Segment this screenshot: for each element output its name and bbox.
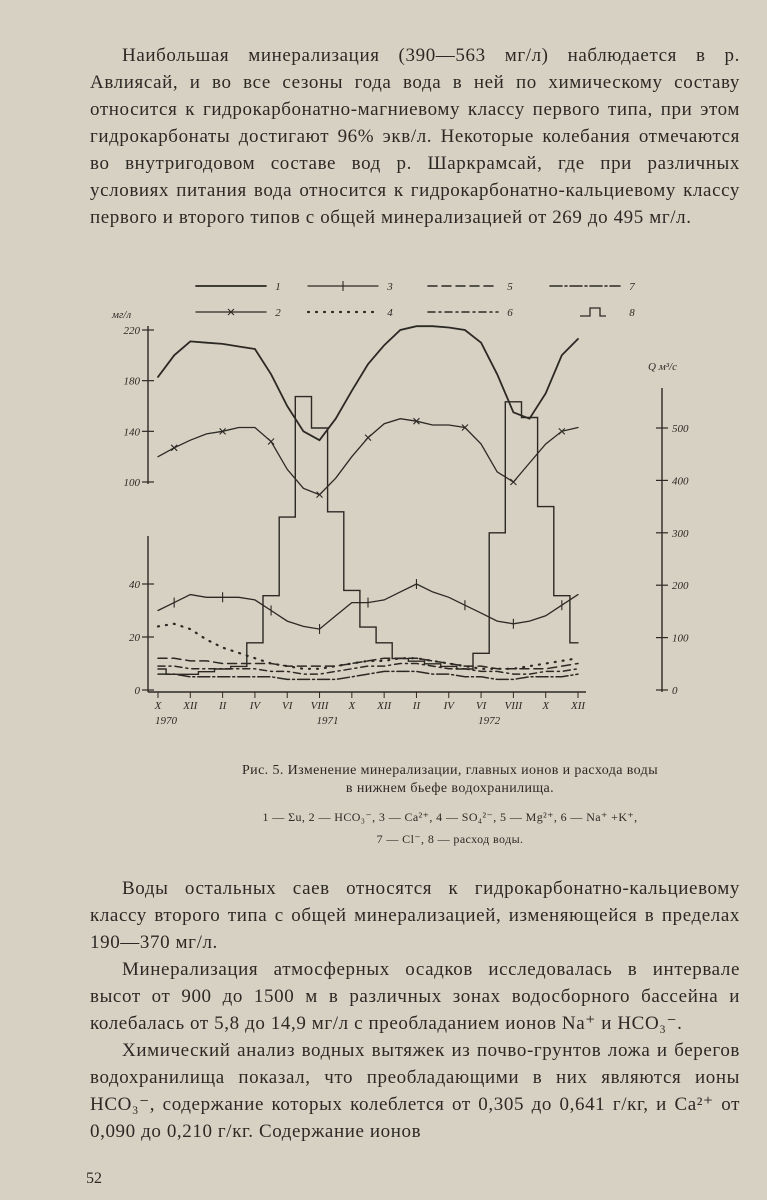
chart-svg [110, 268, 730, 738]
y-left-tick-label: 20 [129, 632, 140, 644]
x-tick-label: XII [183, 700, 198, 712]
figure-chart [110, 268, 730, 738]
y-left-unit-label: мг/л [112, 309, 132, 321]
figure-caption [150, 762, 750, 850]
y-left-tick-label: 100 [123, 477, 140, 489]
caption-legend [150, 806, 750, 850]
y-right-unit-label: Q м³/с [648, 361, 677, 373]
x-tick-label: VI [282, 700, 293, 712]
x-tick-label: IV [249, 700, 261, 712]
legend-label-6: 6 [507, 307, 513, 319]
legend-sample-8 [580, 308, 606, 316]
series-1-line [158, 326, 578, 440]
y-left-tick-label: 40 [129, 579, 140, 591]
series-5-line [158, 658, 578, 669]
x-tick-label: II [412, 700, 421, 712]
y-left-tick-label: 180 [123, 375, 140, 388]
x-tick-label: X [542, 700, 550, 712]
x-year-label: 1971 [316, 715, 339, 727]
x-tick-label: XII [570, 700, 586, 712]
legend-label-7: 7 [629, 281, 635, 293]
paragraph-bottom [90, 875, 740, 1145]
caption-legend-line-2: 7 — Cl⁻, 8 — расход воды. [376, 832, 524, 846]
paragraph: Химический анализ водных вытяжек из почво-грунтов ложа и берегов водохранилища показал, что преобладающими в них являются ионы HCO₃⁻, содержание которых колеблется от 0,305 до 0,641 г/кг, и Ca²⁺ от 0,090 до 0,210 г/кг. Содержание ионов [90, 1040, 740, 1142]
x-tick-label: X [348, 700, 356, 712]
y-left-tick-label: 220 [123, 325, 140, 337]
caption-legend-line-1: 1 — Σu, 2 — HCO₃⁻, 3 — Ca²⁺, 4 — SO₄²⁻, 5 — Mg²⁺, 6 — Na⁺ +K⁺, [262, 810, 638, 824]
legend-label-2: 2 [275, 307, 281, 319]
x-tick-label: IV [443, 700, 454, 712]
y-right-tick-label: 200 [672, 580, 689, 593]
x-tick-label: VIII [310, 700, 329, 712]
y-left-tick-label: 140 [123, 426, 140, 439]
series-7-line [158, 671, 578, 679]
y-right-tick-label: 0 [672, 685, 678, 697]
caption-line-1: Рис. 5. Изменение минерализации, главных ионов и расхода воды [241, 763, 659, 778]
caption-line-2: в нижнем бьефе водохранилища. [345, 781, 555, 796]
x-tick-label: VI [475, 700, 487, 712]
x-year-label: 1970 [155, 715, 177, 727]
paragraph: Воды остальных саев относятся к гидрокарбонатно-кальциевому классу второго типа с общей минерализацией, изменяющейся в пределах 190—370 мг/л. [90, 878, 740, 953]
legend-label-1: 1 [275, 281, 281, 293]
series-2-point [171, 445, 177, 451]
legend-label-4: 4 [387, 307, 393, 319]
series-2-point [317, 492, 323, 498]
legend-label-5: 5 [507, 281, 513, 293]
legend-label-3: 3 [387, 281, 393, 293]
series-4-line [158, 624, 578, 669]
x-tick-label: X [154, 700, 162, 712]
paragraph: Минерализация атмосферных осадков исследовалась в интервале высот от 900 до 1500 м в различных зонах водосборного бассейна и колебалась от 5,8 до 14,9 мг/л с преобладанием ионов Na⁺ и HCO₃⁻. [90, 959, 740, 1034]
y-right-tick-label: 500 [672, 423, 689, 435]
paragraph-top [90, 42, 740, 231]
x-tick-label: XII [377, 700, 392, 712]
y-right-tick-label: 400 [672, 475, 689, 488]
x-tick-label: II [218, 700, 227, 712]
y-right-tick-label: 300 [672, 527, 689, 540]
x-tick-label: VIII [504, 700, 523, 712]
x-year-label: 1972 [478, 715, 501, 727]
y-right-tick-label: 100 [672, 632, 689, 645]
series-2-point [365, 435, 371, 441]
series-2-point [268, 438, 274, 444]
series-2-point [510, 479, 516, 485]
y-left-tick-label: 0 [134, 685, 140, 697]
paragraph: Наибольшая минерализация (390—563 мг/л) наблюдается в р. Авлиясай, и во все сезоны года вода в ней по химическому составу относится к гидрокарбонатно-магниевому классу первого типа, при этом гидрокарбонаты достигают 96% экв/л. Некоторые колебания отмечаются во внутригодовом составе вод р. Шаркрамсай, где при различных условиях питания вода относится к гидрокарбонатно-кальциевому классу первого и второго типов с общей минерализацией от 269 до 495 мг/л. [90, 45, 740, 228]
page-number: 52 [86, 1170, 102, 1187]
legend-label-8: 8 [629, 307, 635, 319]
